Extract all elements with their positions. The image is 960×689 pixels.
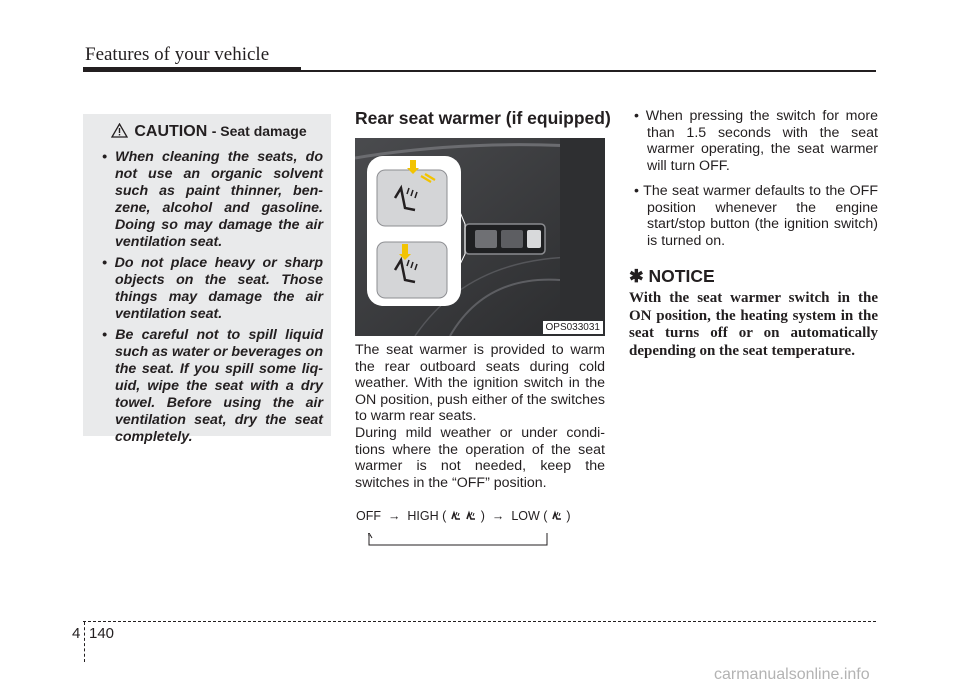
warning-triangle-icon (111, 123, 128, 143)
image-code-label: OPS033031 (543, 321, 604, 334)
mode-sequence (356, 509, 571, 524)
seq-arrow: → (387, 509, 401, 523)
door-switch-photo (355, 138, 605, 336)
header-rule-thick (83, 67, 301, 72)
right-bullet-list (629, 108, 878, 258)
list-item: • When pressing the switch for more than 1.5 seconds with the seat warmer operating, the seat warmer will turn OFF. (634, 108, 878, 174)
seq-arrow: → (491, 509, 505, 523)
section-title: Rear seat warmer (if equipped) (355, 108, 611, 128)
sequence-loop-arrow (368, 533, 548, 547)
chapter-number: 4 (72, 625, 81, 642)
caution-list (95, 149, 323, 446)
seq-high: HIGH ( (407, 509, 447, 523)
heat-level-icon (450, 510, 462, 524)
heat-level-icon (551, 510, 563, 524)
footer-divider (84, 622, 85, 662)
seat-heater-icon (377, 242, 447, 298)
caution-item: • When cleaning the seats, do not use an organic solvent such as paint thinner, ben-zene, alcohol and gasoline. Doing so may damage the air ventilation seat. (102, 149, 323, 250)
notice-text: With the seat warmer switch in the ON position, the heating system in the seat turns off or on automatically depending on the seat temperature. (629, 290, 878, 359)
body-paragraph: The seat warmer is provided to warm the rear outboard seats during cold weather. With the ignition switch in the ON position, push either of the switches to warm rear seats. (355, 342, 605, 424)
notice-star-icon: ✱ (629, 266, 644, 286)
footer-rule (83, 621, 876, 622)
list-item: • The seat warmer defaults to the OFF position whenever the engine start/stop button (the ignition switch) is turned on. (634, 183, 878, 249)
watermark: carmanualsonline.info (714, 666, 870, 683)
caution-heading (95, 123, 323, 143)
caution-title: CAUTION (134, 123, 208, 140)
seq-close: ) (480, 509, 485, 523)
seq-low: LOW ( (511, 509, 548, 523)
notice-title: NOTICE (648, 266, 715, 286)
caution-box (83, 114, 331, 445)
seq-close: ) (566, 509, 571, 523)
notice-heading (629, 266, 715, 287)
caution-item: • Do not place heavy or sharp objects on the seat. Those things may damage the air ventilation seat. (102, 255, 323, 322)
seq-off: OFF (356, 509, 381, 523)
seat-heater-icon (377, 160, 447, 226)
caution-item: • Be careful not to spill liquid such as water or beverages on the seat. If you spill some liq-uid, wipe the seat with a dry towel. Before using the air ventilation seat, dry the seat completely. (102, 327, 323, 445)
page-header-title: Features of your vehicle (85, 44, 270, 65)
page-number: 140 (89, 625, 115, 642)
header-rule-thin (301, 70, 876, 72)
heat-level-icon (465, 510, 477, 524)
caution-subtitle: - Seat damage (211, 123, 307, 139)
body-paragraph: During mild weather or under condi-tions where the operation of the seat warmer is not needed, keep the switches in the “OFF” position. (355, 425, 605, 491)
door-panel-illustration (355, 138, 605, 336)
